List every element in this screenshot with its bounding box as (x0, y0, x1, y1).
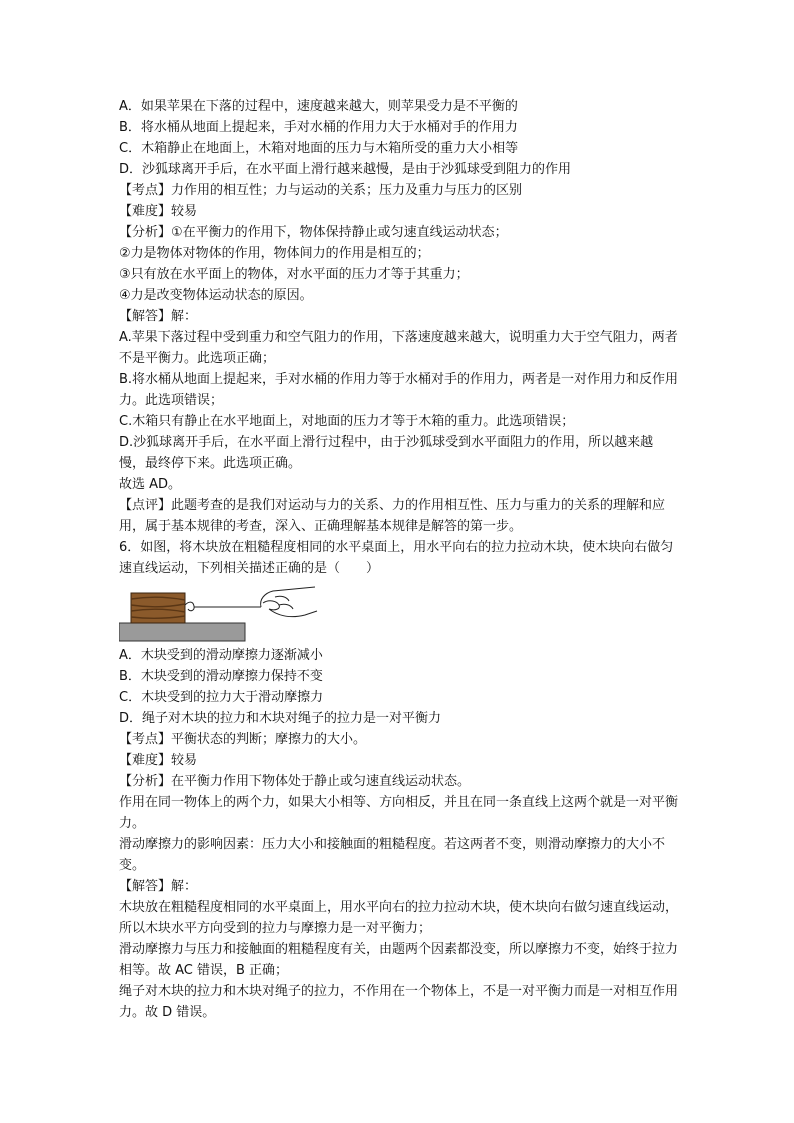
q5-option-d: D．沙狐球离开手后，在水平面上滑行越来越慢，是由于沙狐球受到阻力的作用 (119, 162, 572, 177)
q6-kaodian: 【考点】平衡状态的判断；摩擦力的大小。 (119, 732, 367, 747)
q5-kaodian: 【考点】力作用的相互性；力与运动的关系；压力及重力与压力的区别 (119, 183, 523, 198)
q5-option-c: C．木箱静止在地面上，木箱对地面的压力与木箱所受的重力大小相等 (119, 141, 519, 156)
q6-option-b: B．木块受到的滑动摩擦力保持不变 (119, 669, 323, 684)
q5-jieda-b: B.将水桶从地面上提起来，手对水桶的作用力等于水桶对手的作用力，两者是一对作用力和反作用力。此选项错误； (119, 372, 679, 408)
q5-jieda-head: 【解答】解： (119, 309, 198, 324)
block-on-table-illustration (119, 585, 319, 643)
q6-option-d: D．绳子对木块的拉力和木块对绳子的拉力是一对平衡力 (119, 711, 442, 726)
q5-jieda-a: A.苹果下落过程中受到重力和空气阻力的作用，下落速度越来越大，说明重力大于空气阻力，两者不是平衡力。此选项正确； (119, 330, 678, 366)
q5-option-b: B．将水桶从地面上提起来，手对水桶的作用力大于水桶对手的作用力 (119, 120, 518, 135)
q5-dianping: 【点评】此题考查的是我们对运动与力的关系、力的作用相互性、压力与重力的关系的理解和应用，属于基本规律的考查，深入、正确理解基本规律是解答的第一步。 (119, 498, 666, 534)
document-page (119, 96, 679, 1023)
hand-icon (261, 587, 317, 617)
block-pull-figure (119, 585, 319, 643)
q5-option-a: A．如果苹果在下落的过程中，速度越来越大，则苹果受力是不平衡的 (119, 99, 518, 114)
q6-jieda-1: 木块放在粗糙程度相同的水平桌面上，用水平向右的拉力拉动木块，使木块向右做匀速直线运动，所以木块水平方向受到的拉力与摩擦力是一对平衡力； (119, 900, 679, 936)
q5-nandu: 【难度】较易 (119, 204, 198, 219)
q6-stem: 6．如图，将木块放在粗糙程度相同的水平桌面上，用水平向右的拉力拉动木块，使木块向右做匀速直线运动，下列相关描述正确的是（ ） (119, 540, 674, 576)
q5-fenxi-1: 【分析】①在平衡力的作用下，物体保持静止或匀速直线运动状态； (119, 225, 508, 240)
q6-nandu: 【难度】较易 (119, 753, 198, 768)
q5-fenxi-3: ③只有放在水平面上的物体，对水平面的压力才等于其重力； (119, 267, 469, 282)
q6-jieda-3: 绳子对木块的拉力和木块对绳子的拉力，不作用在一个物体上，不是一对平衡力而是一对相互作用力。故 D 错误。 (119, 984, 679, 1020)
q6-option-c: C．木块受到的拉力大于滑动摩擦力 (119, 690, 324, 705)
q6-option-a: A．木块受到的滑动摩擦力逐渐减小 (119, 648, 323, 663)
q5-fenxi-4: ④力是改变物体运动状态的原因。 (119, 288, 313, 303)
q6-fenxi-1: 作用在同一物体上的两个力，如果大小相等、方向相反，并且在同一条直线上这两个就是一对平衡力。 (119, 795, 679, 831)
q5-jieda-d: D.沙狐球离开手后，在水平面上滑行过程中，由于沙狐球受到水平面阻力的作用，所以越来越慢，最终停下来。此选项正确。 (119, 435, 654, 471)
q5-fenxi-2: ②力是物体对物体的作用，物体间力的作用是相互的； (119, 246, 430, 261)
table-surface (119, 623, 245, 641)
q6-jieda-head: 【解答】解： (119, 879, 198, 894)
q5-answer: 故选 AD。 (119, 477, 182, 492)
rope-hook (185, 602, 194, 611)
q5-jieda-c: C.木箱只有静止在水平地面上，对地面的压力才等于木箱的重力。此选项错误； (119, 414, 575, 429)
q6-fenxi-head: 【分析】在平衡力作用下物体处于静止或匀速直线运动状态。 (119, 774, 471, 789)
q6-fenxi-2: 滑动摩擦力的影响因素：压力大小和接触面的粗糙程度。若这两者不变，则滑动摩擦力的大小不变。 (119, 837, 666, 873)
q6-jieda-2: 滑动摩擦力与压力和接触面的粗糙程度有关，由题两个因素都没变，所以摩擦力不变，始终于拉力相等。故 AC 错误，B 正确； (119, 942, 679, 978)
